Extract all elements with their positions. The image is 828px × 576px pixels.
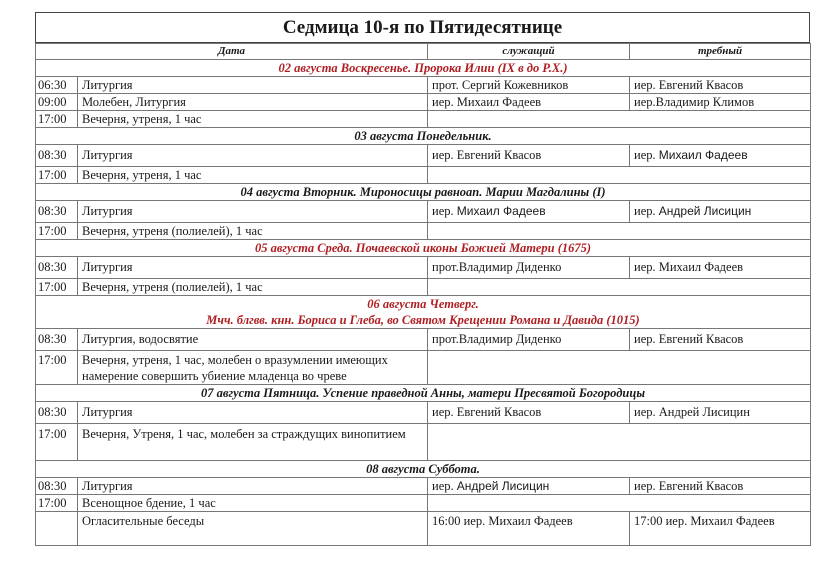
service-cell: Литургия — [78, 201, 428, 223]
time-cell: 08:30 — [36, 257, 78, 279]
service-cell: Вечерня, утреня, 1 час — [78, 111, 428, 128]
day-title-line2: Мчч. блгвв. кнн. Бориса и Глеба, во Святом Крещении Романа и Давида (1015) — [206, 313, 640, 327]
table-row — [36, 94, 811, 111]
service-cell: Литургия — [78, 77, 428, 94]
empty-cell — [428, 111, 811, 128]
service-cell: Вечерня, утреня (полиелей), 1 час — [78, 223, 428, 240]
treby-cell: 17:00 иер. Михаил Фадеев — [630, 512, 811, 546]
table-row — [36, 351, 811, 385]
day-title: 07 августа Пятница. Успение праведной Анны, матери Пресвятой Богородицы — [36, 385, 811, 402]
service-cell: Литургия — [78, 145, 428, 167]
serving-cell: 16:00 иер. Михаил Фадеев — [428, 512, 630, 546]
time-cell: 06:30 — [36, 77, 78, 94]
table-row — [36, 167, 811, 184]
serving-name: Михаил Фадеев — [456, 204, 546, 218]
treby-name: Андрей Лисицин — [658, 204, 752, 218]
time-cell: 08:30 — [36, 478, 78, 495]
table-row — [36, 478, 811, 495]
day-title: 04 августа Вторник. Мироносицы равноап. Марии Магдалины (I) — [36, 184, 811, 201]
header-date: Дата — [36, 44, 428, 60]
service-cell: Молебен, Литургия — [78, 94, 428, 111]
header-serving: служащий — [428, 44, 630, 60]
day-title: 08 августа Суббота. — [36, 461, 811, 478]
treby-cell: иер. Евгений Квасов — [630, 77, 811, 94]
treby-name: Михаил Фадеев — [658, 148, 748, 162]
serving-cell — [428, 478, 630, 495]
serving-cell: иер. Михаил Фадеев — [428, 94, 630, 111]
serving-prefix: иер. — [432, 204, 454, 218]
service-cell: Литургия, водосвятие — [78, 329, 428, 351]
empty-cell — [428, 351, 811, 385]
time-cell: 17:00 — [36, 424, 78, 461]
serving-cell: прот.Владимир Диденко — [428, 329, 630, 351]
table-row — [36, 145, 811, 167]
time-cell: 17:00 — [36, 495, 78, 512]
service-cell: Вечерня, утреня, 1 час — [78, 167, 428, 184]
time-cell: 17:00 — [36, 111, 78, 128]
table-row — [36, 512, 811, 546]
header-row — [36, 44, 811, 60]
table-row — [36, 111, 811, 128]
serving-name: Андрей Лисицин — [456, 479, 550, 493]
table-row — [36, 223, 811, 240]
table-row — [36, 257, 811, 279]
service-cell: Вечерня, утреня, 1 час, молебен о вразумлении имеющих намерение совершить убиение младенца во чреве — [78, 351, 428, 385]
header-treby: требный — [630, 44, 811, 60]
time-cell: 08:30 — [36, 402, 78, 424]
day-title-line1: 06 августа Четверг. — [367, 297, 479, 311]
service-cell: Огласительные беседы — [78, 512, 428, 546]
time-cell: 08:30 — [36, 201, 78, 223]
day-title: 05 августа Среда. Почаевской иконы Божией Матери (1675) — [36, 240, 811, 257]
service-cell: Литургия — [78, 257, 428, 279]
time-cell: 17:00 — [36, 167, 78, 184]
day-header — [36, 296, 811, 329]
empty-cell — [428, 223, 811, 240]
empty-cell — [428, 424, 811, 461]
time-cell: 08:30 — [36, 145, 78, 167]
day-header — [36, 184, 811, 201]
treby-cell: иер.Владимир Климов — [630, 94, 811, 111]
table-row — [36, 402, 811, 424]
treby-cell: иер. Евгений Квасов — [630, 329, 811, 351]
day-header — [36, 240, 811, 257]
time-cell: 08:30 — [36, 329, 78, 351]
day-title — [36, 296, 811, 329]
treby-cell: иер. Михаил Фадеев — [630, 257, 811, 279]
table-row — [36, 201, 811, 223]
treby-cell: иер. Евгений Квасов — [630, 478, 811, 495]
treby-cell — [630, 145, 811, 167]
empty-cell — [428, 167, 811, 184]
serving-cell: прот.Владимир Диденко — [428, 257, 630, 279]
day-header — [36, 128, 811, 145]
page-title: Седмица 10-я по Пятидесятнице — [35, 12, 810, 43]
time-cell: 17:00 — [36, 279, 78, 296]
empty-cell — [428, 495, 811, 512]
treby-prefix: иер. — [634, 148, 656, 162]
table-row — [36, 329, 811, 351]
table-row — [36, 495, 811, 512]
service-cell: Всенощное бдение, 1 час — [78, 495, 428, 512]
schedule-sheet — [35, 12, 810, 546]
time-cell: 17:00 — [36, 351, 78, 385]
time-cell — [36, 512, 78, 546]
serving-cell: иер. Евгений Квасов — [428, 145, 630, 167]
schedule-table — [35, 43, 811, 546]
empty-cell — [428, 279, 811, 296]
day-header — [36, 385, 811, 402]
service-cell: Вечерня, Утреня, 1 час, молебен за страждущих винопитием — [78, 424, 428, 461]
day-header — [36, 60, 811, 77]
treby-cell: иер. Андрей Лисицин — [630, 402, 811, 424]
serving-cell: иер. Евгений Квасов — [428, 402, 630, 424]
serving-cell — [428, 201, 630, 223]
service-cell: Литургия — [78, 402, 428, 424]
time-cell: 09:00 — [36, 94, 78, 111]
serving-prefix: иер. — [432, 479, 454, 493]
table-row — [36, 279, 811, 296]
serving-cell: прот. Сергий Кожевников — [428, 77, 630, 94]
treby-cell — [630, 201, 811, 223]
service-cell: Вечерня, утреня (полиелей), 1 час — [78, 279, 428, 296]
day-title: 02 августа Воскресенье. Пророка Илии (IX в до Р.Х.) — [36, 60, 811, 77]
treby-prefix: иер. — [634, 204, 656, 218]
day-title: 03 августа Понедельник. — [36, 128, 811, 145]
service-cell: Литургия — [78, 478, 428, 495]
day-header — [36, 461, 811, 478]
table-row — [36, 424, 811, 461]
table-row — [36, 77, 811, 94]
time-cell: 17:00 — [36, 223, 78, 240]
